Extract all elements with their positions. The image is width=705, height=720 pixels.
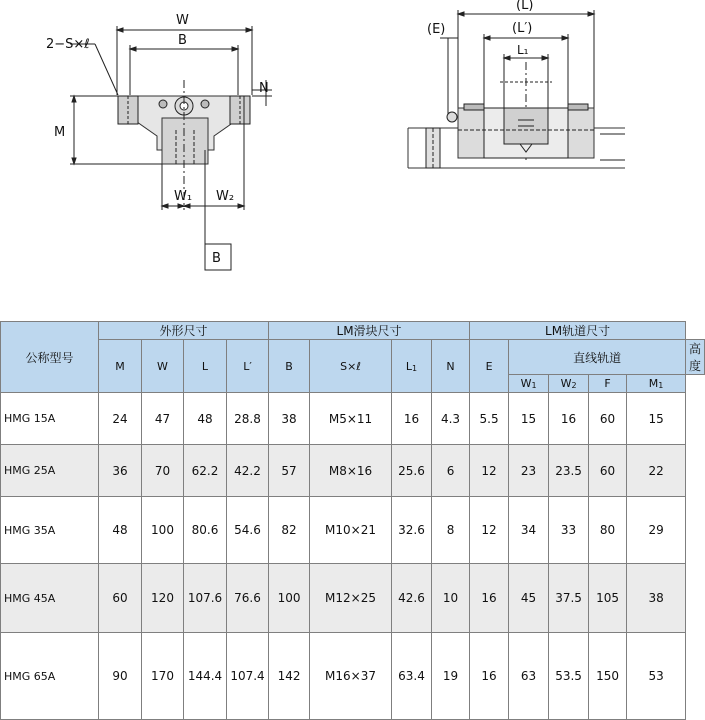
rail-b-label: B [212,251,221,266]
value-cell: 19 [432,633,470,720]
value-cell: 16 [549,393,589,445]
value-cell: 107.6 [184,564,227,633]
column-header-8: E [470,340,509,393]
column-header-2: L [184,340,227,393]
dim-l1-label: L₁ [517,43,529,57]
value-cell: 70 [142,445,184,497]
value-cell: 37.5 [549,564,589,633]
technical-drawing [0,0,705,300]
value-cell: 12 [470,445,509,497]
model-cell: HMG 35A [1,497,99,564]
table-row [1,497,705,564]
value-cell: 23 [509,445,549,497]
value-cell: 144.4 [184,633,227,720]
header-block-dimensions: LM滑块尺寸 [269,322,470,340]
value-cell: 142 [269,633,310,720]
header-straight-rail: 直线轨道 [509,340,686,375]
value-cell: 62.2 [184,445,227,497]
value-cell: 57 [269,445,310,497]
column-header-4: B [269,340,310,393]
value-cell: 120 [142,564,184,633]
value-cell: M12×25 [310,564,392,633]
value-cell: 63 [509,633,549,720]
model-cell: HMG 65A [1,633,99,720]
table-row [1,564,705,633]
dim-l-label: (L) [516,0,534,13]
dim-n-label: N [259,81,269,96]
value-cell: M5×11 [310,393,392,445]
column-header-10: W2 [549,375,589,393]
value-cell: 34 [509,497,549,564]
value-cell: M10×21 [310,497,392,564]
value-cell: 24 [99,393,142,445]
value-cell: 42.2 [227,445,269,497]
dim-lprime-label: (L′) [512,21,533,36]
value-cell: 60 [589,445,627,497]
value-cell: M16×37 [310,633,392,720]
value-cell: 90 [99,633,142,720]
value-cell: 5.5 [470,393,509,445]
front-view [70,26,272,270]
value-cell: 80.6 [184,497,227,564]
value-cell: 53 [627,633,686,720]
value-cell: 16 [470,564,509,633]
value-cell: 45 [509,564,549,633]
column-header-9: W1 [509,375,549,393]
dim-w1-label: W₁ [174,189,193,204]
value-cell: 10 [432,564,470,633]
dim-m-label: M [54,125,66,140]
table-row [1,445,705,497]
model-cell: HMG 25A [1,445,99,497]
value-cell: 33 [549,497,589,564]
column-header-7: N [432,340,470,393]
column-header-11: F [589,375,627,393]
value-cell: 48 [184,393,227,445]
value-cell: 47 [142,393,184,445]
value-cell: 16 [470,633,509,720]
model-cell: HMG 45A [1,564,99,633]
value-cell: 80 [589,497,627,564]
dim-b-label: B [178,33,187,48]
value-cell: 6 [432,445,470,497]
value-cell: 60 [589,393,627,445]
spec-table [0,321,705,720]
value-cell: 107.4 [227,633,269,720]
column-header-6: L1 [392,340,432,393]
value-cell: 38 [269,393,310,445]
value-cell: 105 [589,564,627,633]
value-cell: 82 [269,497,310,564]
value-cell: 29 [627,497,686,564]
value-cell: 23.5 [549,445,589,497]
column-header-5: S×ℓ [310,340,392,393]
value-cell: M8×16 [310,445,392,497]
model-cell: HMG 15A [1,393,99,445]
value-cell: 48 [99,497,142,564]
value-cell: 15 [509,393,549,445]
value-cell: 54.6 [227,497,269,564]
dim-w-label: W [176,13,189,28]
value-cell: 60 [99,564,142,633]
value-cell: 76.6 [227,564,269,633]
header-height: 高度 [686,340,705,375]
value-cell: 170 [142,633,184,720]
dim-e-label: (E) [427,22,446,37]
value-cell: 8 [432,497,470,564]
header-rail-dimensions: LM轨道尺寸 [470,322,686,340]
dim-w2-label: W₂ [216,189,235,204]
value-cell: 12 [470,497,509,564]
dim-sl-label: 2−S×ℓ [46,37,90,52]
value-cell: 32.6 [392,497,432,564]
value-cell: 16 [392,393,432,445]
value-cell: 150 [589,633,627,720]
header-outer-dimensions: 外形尺寸 [99,322,269,340]
header-model: 公称型号 [1,322,99,393]
value-cell: 38 [627,564,686,633]
value-cell: 15 [627,393,686,445]
table-row [1,633,705,720]
value-cell: 4.3 [432,393,470,445]
value-cell: 53.5 [549,633,589,720]
column-header-3: L′ [227,340,269,393]
column-header-0: M [99,340,142,393]
value-cell: 42.6 [392,564,432,633]
value-cell: 28.8 [227,393,269,445]
table-row [1,393,705,445]
column-header-12: M1 [627,375,686,393]
value-cell: 22 [627,445,686,497]
value-cell: 36 [99,445,142,497]
value-cell: 63.4 [392,633,432,720]
value-cell: 100 [142,497,184,564]
column-header-1: W [142,340,184,393]
value-cell: 100 [269,564,310,633]
value-cell: 25.6 [392,445,432,497]
